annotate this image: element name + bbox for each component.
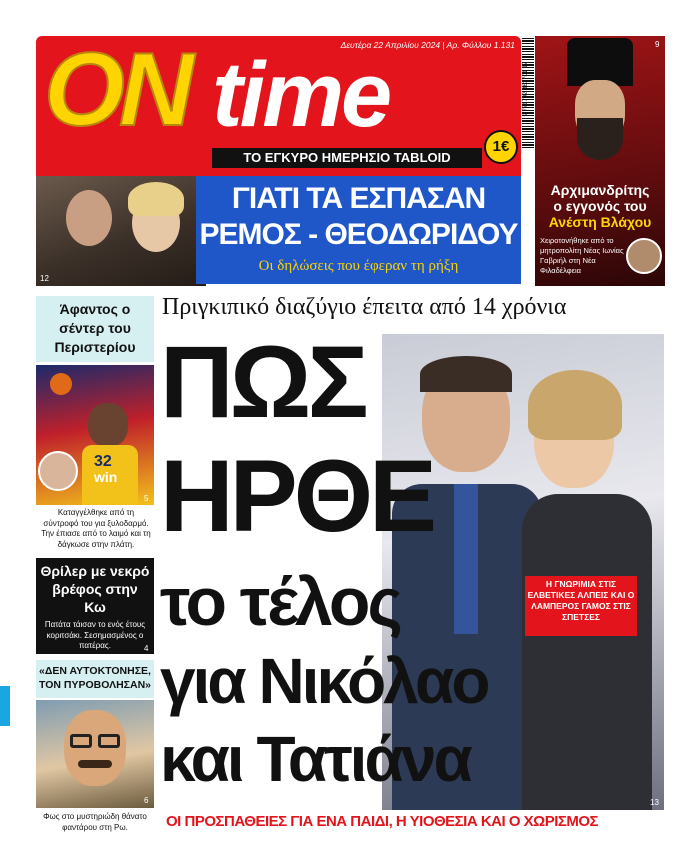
remos-theodoridou-photo (36, 176, 206, 286)
basketball-photo (36, 365, 154, 505)
sidebar-story2-title: Θρίλερ με νεκρό βρέφος στην Κω (40, 563, 150, 615)
priest-caption: Χειροτονήθηκε από το μητροπολίτη Νέας Ιωνίας Γαβριήλ στη Νέα Φιλαδέλφεια (540, 236, 624, 275)
page-number-6: 6 (144, 796, 149, 805)
main-kicker: Πριγκιπικό διαζύγιο έπειτα από 14 χρόνια (162, 294, 567, 320)
main-headline-2: ΗΡΘΕ (160, 439, 434, 553)
logo-time: time (212, 44, 390, 146)
page-number-9: 9 (655, 40, 660, 49)
priest-title-3: Ανέστη Βλάχου (548, 214, 652, 230)
jersey-sponsor: win (94, 469, 118, 485)
jersey-number: 32 (94, 453, 112, 470)
sidebar-story3-caption: Φως στο μυστηριώδη θάνατο φαντάρου στη Ρω. (43, 812, 147, 832)
top-story-headline-2: ΡΕΜΟΣ - ΘΕΟΔΩΡΙΔΟΥ (199, 218, 518, 251)
date-issue: Δευτέρα 22 Απριλίου 2024 | Αρ. Φύλλου 1.131 (340, 40, 515, 50)
soldier-photo (36, 700, 154, 808)
top-story-headline-1: ΓΙΑΤΙ ΤΑ ΕΣΠΑΣΑΝ (231, 182, 486, 215)
price-badge: 1€ (484, 130, 518, 164)
logo-on: ON (44, 32, 188, 148)
page-number-13: 13 (650, 798, 659, 807)
main-headline-4: για Νικόλαο (160, 645, 488, 717)
main-headline-5: και Τατιάνα (160, 723, 470, 795)
main-headline-3: το τέλος (160, 564, 400, 640)
barcode-digits: 9 771792 863701 17 (523, 61, 529, 117)
main-headline-1: ΠΩΣ (160, 325, 365, 439)
page-number-5: 5 (144, 494, 149, 503)
priest-inset-photo (626, 238, 662, 274)
tagline: ΤΟ ΕΓΚΥΡΟ ΗΜΕΡΗΣΙΟ TABLOID (243, 150, 451, 165)
sidebar-story2-caption: Πατάτα τάισαν το ενός έτους κοριτσάκι. Σεσημασμένος ο πατέρας. (44, 620, 146, 650)
sidebar-story3-title: «ΔΕΝ ΑΥΤΟΚΤΟΝΗΣΕ, ΤΟΝ ΠΥΡΟΒΟΛΗΣΑΝ» (38, 665, 151, 691)
page-number-12: 12 (40, 274, 49, 283)
page-number-4: 4 (144, 644, 149, 653)
priest-title-2: ο εγγονός του (553, 198, 647, 214)
top-story-subline: Οι δηλώσεις που έφεραν τη ρήξη (258, 258, 459, 274)
main-footer: ΟΙ ΠΡΟΣΠΑΘΕΙΕΣ ΓΙΑ ΕΝΑ ΠΑΙΔΙ, Η ΥΙΟΘΕΣΙΑ ΚΑΙ Ο ΧΩΡΙΣΜΟΣ (166, 813, 599, 830)
main-red-box-text: Η ΓΝΩΡΙΜΙΑ ΣΤΙΣ ΕΛΒΕΤΙΚΕΣ ΑΛΠΕΙΣ ΚΑΙ Ο ΛΑΜΠΕΡΟΣ ΓΑΜΟΣ ΣΤΙΣ ΣΠΕΤΣΕΣ (527, 579, 635, 622)
edge-tab (0, 686, 10, 726)
sidebar-story1-title: Άφαντος ο σέντερ του Περιστερίου (54, 301, 136, 355)
priest-title-1: Αρχιμανδρίτης (550, 182, 650, 198)
sidebar-story1-caption: Καταγγέλθηκε από τη σύντροφό του για ξυλοδαρμό. Την έπιασε από το λαιμό και τη δάγκωσε στην πλάτη. (41, 508, 151, 549)
